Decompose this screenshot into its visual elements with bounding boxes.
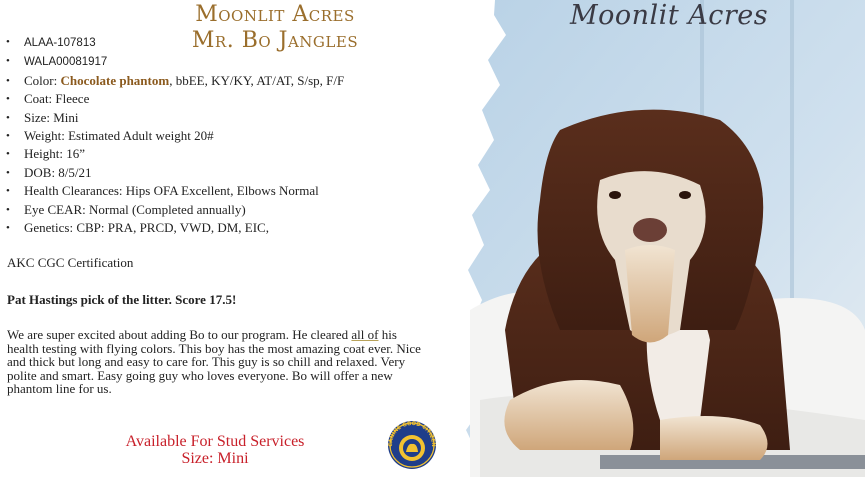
spec-item-health: • Health Clearances: Hips OFA Excellent, Elbows Normal — [6, 182, 344, 200]
spec-item-color: • Color: Chocolate phantom, bbEE, KY/KY, AT/AT, S/sp, F/F — [6, 72, 344, 90]
spec-item-coat: • Coat: Fleece — [6, 90, 344, 108]
stud-size: Size: Mini — [181, 450, 249, 467]
spec-item-weight: • Weight: Estimated Adult weight 20# — [6, 127, 344, 145]
dog-name-title: Mr. Bo Jangles — [191, 28, 359, 53]
spec-item-dob: • DOB: 8/5/21 — [6, 164, 344, 182]
description-paragraph: We are super excited about adding Bo to our program. He cleared all of his health testing with flying colors. This boy has the most amazing coat ever. Nice and thick but long and easy to care for. This guy is so chill and relaxed. Very polite and smart. Easy going guy who loves everyone. Bo will offer a new phantom line for us. — [7, 327, 421, 397]
kennel-title: Moonlit Acres — [195, 2, 355, 27]
color-value: Chocolate phantom — [60, 72, 170, 88]
stud-availability: Available For Stud Services — [125, 433, 305, 450]
photo-watermark: Moonlit Acres — [570, 0, 769, 31]
spec-item-registration-2: • WALA00081917 — [6, 52, 344, 71]
spec-list — [6, 33, 344, 237]
spec-item-height: • Height: 16” — [6, 145, 344, 163]
akc-certification: AKC CGC Certification — [7, 255, 134, 270]
spec-item-eye: • Eye CEAR: Normal (Completed annually) — [6, 201, 344, 219]
pick-of-litter: Pat Hastings pick of the litter. Score 17.5! — [7, 292, 237, 307]
badge-text: CANINE GOOD CITIZEN — [387, 420, 437, 447]
spec-item-size: • Size: Mini — [6, 109, 344, 127]
canine-good-citizen-badge-icon — [384, 418, 440, 470]
spec-item-registration-1: • ALAA-107813 — [6, 33, 344, 52]
spec-item-genetics: • Genetics: CBP: PRA, PRCD, VWD, DM, EIC, — [6, 219, 344, 237]
